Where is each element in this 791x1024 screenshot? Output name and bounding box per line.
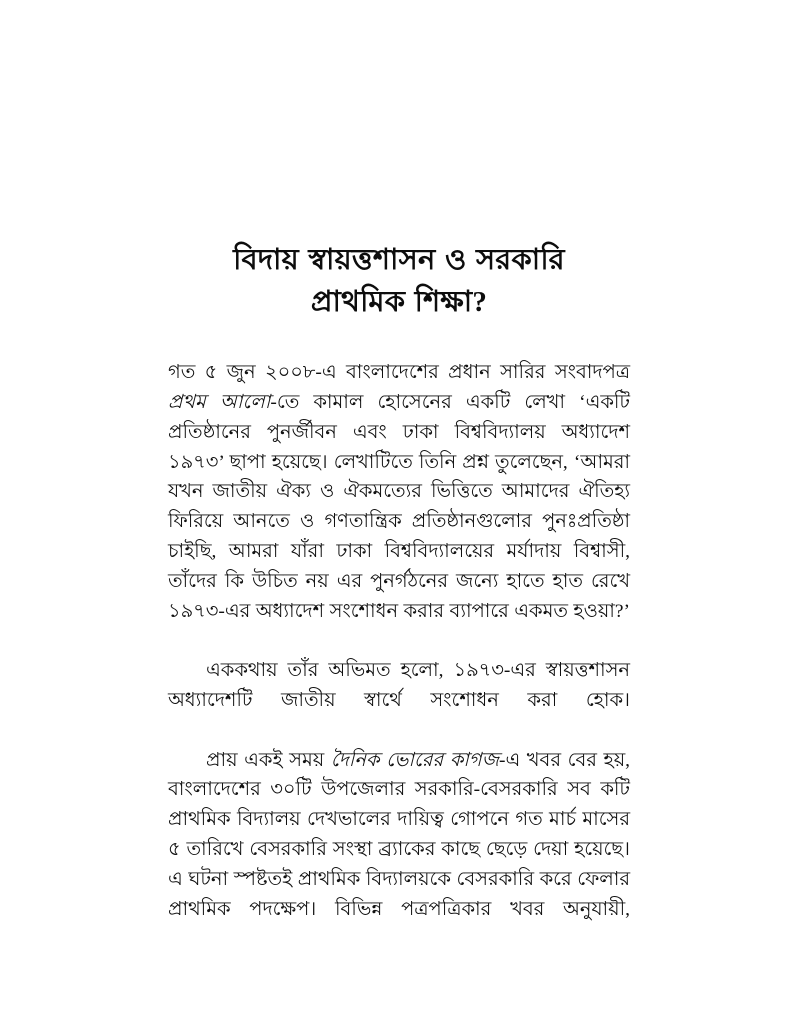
paragraph xyxy=(168,656,630,745)
paragraph-text: -এ খবর বের হয়, বাংলাদেশের ৩০টি উপজেলার সরকারি-বেসরকারি সব কটি প্রাথমিক বিদ্যালয় দেখভালের দায়িত্ব গোপনে গত মার্চ মাসের ৫ তারিখে বেসরকারি সংস্থা ব্র্যাকের কাছে ছেড়ে দেয়া হয়েছে। এ ঘটনা স্পষ্টতই প্রাথমিক বিদ্যালয়কে বেসরকারি করে ফেলার প্রাথমিক পদক্ষেপ। বিভিন্ন পত্রপত্রিকার খবর অনুযায়ী, xyxy=(168,749,630,920)
paragraph xyxy=(168,746,630,955)
paragraph-text: এককথায় তাঁর অভিমত হলো, ১৯৭৩-এর স্বায়ত্তশাসন অধ্যাদেশটি জাতীয় স্বার্থে সংশোধন করা হোক। xyxy=(168,660,630,711)
paragraph xyxy=(168,358,630,656)
text-column xyxy=(168,238,630,954)
paragraph-text: প্রায় একই সময় xyxy=(206,749,331,771)
publication-name: দৈনিক ভোরের কাগজ xyxy=(330,749,499,771)
paragraph-text: গত ৫ জুন ২০০৮-এ বাংলাদেশের প্রধান সারির সংবাদপত্র xyxy=(168,362,630,384)
page-title-line-1: বিদায় স্বায়ত্তশাসন ও সরকারি xyxy=(233,244,565,276)
body-text xyxy=(168,358,630,954)
publication-name: প্রথম আলো xyxy=(168,391,271,413)
paragraph-text: -তে কামাল হোসেনের একটি লেখা ‘একটি প্রতিষ্ঠানের পুনর্জীবন এবং ঢাকা বিশ্ববিদ্যালয় অধ্যাদেশ ১৯৭৩’ ছাপা হয়েছে। লেখাটিতে তিনি প্রশ্ন তুলেছেন, ‘আমরা যখন জাতীয় ঐক্য ও ঐকমত্যের ভিত্তিতে আমাদের ঐতিহ্য ফিরিয়ে আনতে ও গণতান্ত্রিক প্রতিষ্ঠানগুলোর পুনঃপ্রতিষ্ঠা চাইছি, আমরা যাঁরা ঢাকা বিশ্ববিদ্যালয়ের মর্যাদায় বিশ্বাসী, তাঁদের কি উচিত নয় এর পুনর্গঠনের জন্যে হাতে হাত রেখে ১৯৭৩-এর অধ্যাদেশ সংশোধন করার ব্যাপারে একমত হওয়া?’ xyxy=(168,391,630,622)
page-title xyxy=(168,238,630,324)
page-title-line-2: প্রাথমিক শিক্ষা? xyxy=(310,286,488,319)
